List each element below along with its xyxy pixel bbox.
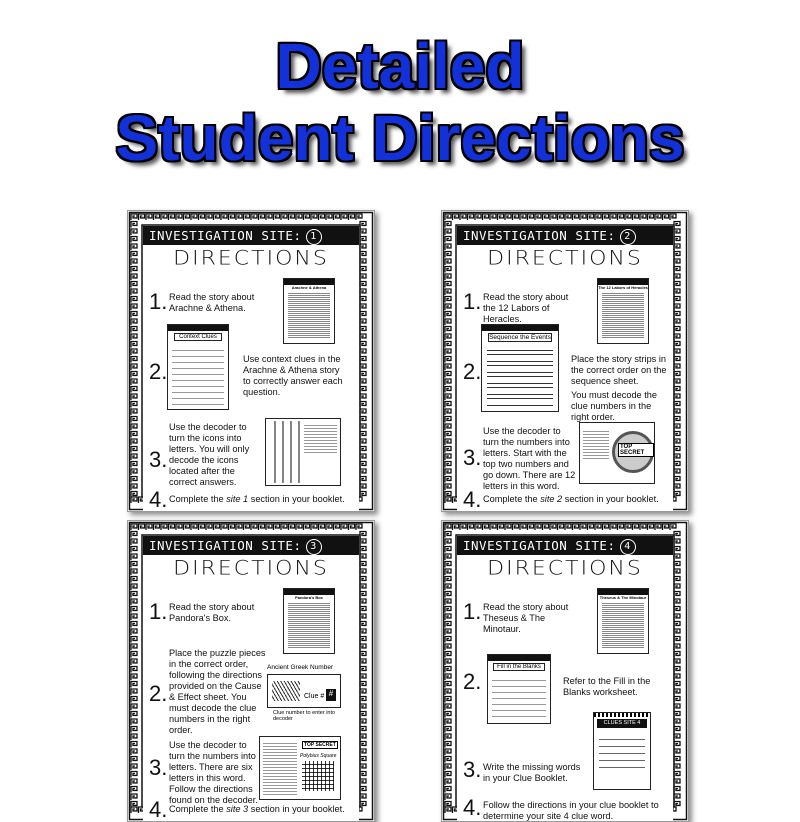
- story-thumbnail: Arachne & Athena: [283, 278, 335, 344]
- step-1-text: Read the story about Theseus & The Minotaur.: [483, 602, 569, 634]
- number-decoder-thumbnail: TOP SECRET: [579, 422, 655, 484]
- site-number-badge: 3: [306, 539, 322, 555]
- page-title-line2: Student Directions: [115, 102, 685, 174]
- sequence-events-thumbnail: Sequence the Events: [481, 324, 559, 412]
- investigation-banner: INVESTIGATION SITE: 1: [143, 226, 359, 245]
- directions-card-site-4: INVESTIGATION SITE: 4 DIRECTIONS 1. Read the story about Theseus & The Minotaur. Theseus & The Minotaur 2. Fill in the Blanks Refer to the Fill in the Blanks worksheet. 3. Write the missing words in your Clue Booklet. CLUES SITE 4 4. Follow the directions in your clue booklet to determine your site 4 clue word.: [441, 520, 689, 822]
- story-thumbnail: Theseus & The Minotaur: [597, 588, 649, 654]
- step-2-text: Place the puzzle pieces in the correct order, following the directions provided on the Cause & Effect sheet. You must decode the clue numbers in the right order.: [169, 648, 266, 735]
- step-1-text: Read the story about the 12 Labors of Heracles.: [483, 292, 569, 324]
- directions-card-site-2: INVESTIGATION SITE: 2 DIRECTIONS 1. Read the story about the 12 Labors of Heracles. The 12 Labors of Heracles 2. Sequence the Events Place the story strips in the correct order on the sequence sheet. You must decode the clue numbers in the right order. 3. Use the decoder to turn the numbers into letters. Start with the top two numbers and go down. There are 12 letters in this word. TOP SECRET 4. Complete the site 2 section in your booklet.: [441, 210, 689, 512]
- step-1-text: Read the story about Arachne & Athena.: [169, 292, 255, 313]
- icon-decoder-thumbnail: [265, 418, 341, 486]
- site-number-badge: 2: [620, 229, 636, 245]
- fill-in-blanks-thumbnail: Fill in the Blanks: [487, 654, 551, 724]
- polybius-decoder-thumbnail: TOP SECRET Polybius Square: [259, 736, 341, 800]
- step-4-text: Complete the site 1 section in your booklet.: [169, 494, 345, 504]
- step-3-text: Use the decoder to turn the numbers into letters. Start with the top two numbers and go down. There are 12 letters in this word.: [483, 426, 576, 491]
- site-number-badge: 4: [620, 539, 636, 555]
- context-clues-thumbnail: Context Clues: [167, 324, 229, 410]
- step-2-note: You must decode the clue numbers in the right order.: [571, 390, 657, 422]
- step-2-text: Refer to the Fill in the Blanks worksheet.: [563, 676, 651, 697]
- step-1-text: Read the story about Pandora's Box.: [169, 602, 255, 623]
- step-3-text: Write the missing words in your Clue Booklet.: [483, 762, 581, 783]
- puzzle-caption: Clue number to enter into decoder: [273, 710, 336, 722]
- directions-heading: DIRECTIONS: [487, 247, 643, 270]
- puzzle-label: Ancient Greek Number: [267, 664, 334, 671]
- directions-heading: DIRECTIONS: [173, 247, 329, 270]
- step-4-text: Complete the site 3 section in your booklet.: [169, 804, 345, 814]
- step-2-text: Place the story strips in the correct order on the sequence sheet.: [571, 354, 667, 386]
- directions-heading: DIRECTIONS: [173, 557, 329, 580]
- clue-booklet-thumbnail: CLUES SITE 4: [593, 712, 651, 790]
- investigation-banner: INVESTIGATION SITE: 2: [457, 226, 673, 245]
- directions-card-site-3: INVESTIGATION SITE: 3 DIRECTIONS 1. Read the story about Pandora's Box. Pandora's Box 2. Place the puzzle pieces in the correct order, following the directions provided on the Cause & Effect sheet. You must decode the clue numbers in the right order. Ancient Greek Number Clue # # Clue number to enter into decoder 3. Use the decoder to turn the numbers into letters. There are six letters in this word. Follow the directions found on the decoder. TOP SECRET Polybius Square 4. Complete the site 3 section in your booklet.: [127, 520, 375, 822]
- site-number-badge: 1: [306, 229, 322, 245]
- story-thumbnail: Pandora's Box: [283, 588, 335, 654]
- step-2-text: Use context clues in the Arachne & Athena story to correctly answer each question.: [243, 354, 343, 397]
- story-thumbnail: The 12 Labors of Heracles: [597, 278, 649, 344]
- directions-card-site-1: INVESTIGATION SITE: 1 DIRECTIONS 1. Read the story about Arachne & Athena. Arachne & Athena 2. Context Clues Use context clues in the Arachne & Athena story to correctly answer each question. 3. Use the decoder to turn the icons into letters. You will only decode the icons located after the correct answers. 4. Complete the site 1 section in your booklet.: [127, 210, 375, 512]
- investigation-banner: INVESTIGATION SITE: 4: [457, 536, 673, 555]
- investigation-banner: INVESTIGATION SITE: 3: [143, 536, 359, 555]
- step-3-text: Use the decoder to turn the icons into letters. You will only decode the icons located after the correct answers.: [169, 422, 250, 487]
- page-title-line1: Detailed: [275, 30, 525, 102]
- directions-heading: DIRECTIONS: [487, 557, 643, 580]
- step-4-text: Complete the site 2 section in your booklet.: [483, 494, 659, 504]
- step-4-text: Follow the directions in your clue booklet to determine your site 4 clue word.: [483, 800, 659, 821]
- puzzle-piece-thumbnail: Clue # #: [267, 674, 341, 708]
- step-3-text: Use the decoder to turn the numbers into letters. There are six letters in this word. Follow the directions found on the decoder.: [169, 740, 258, 805]
